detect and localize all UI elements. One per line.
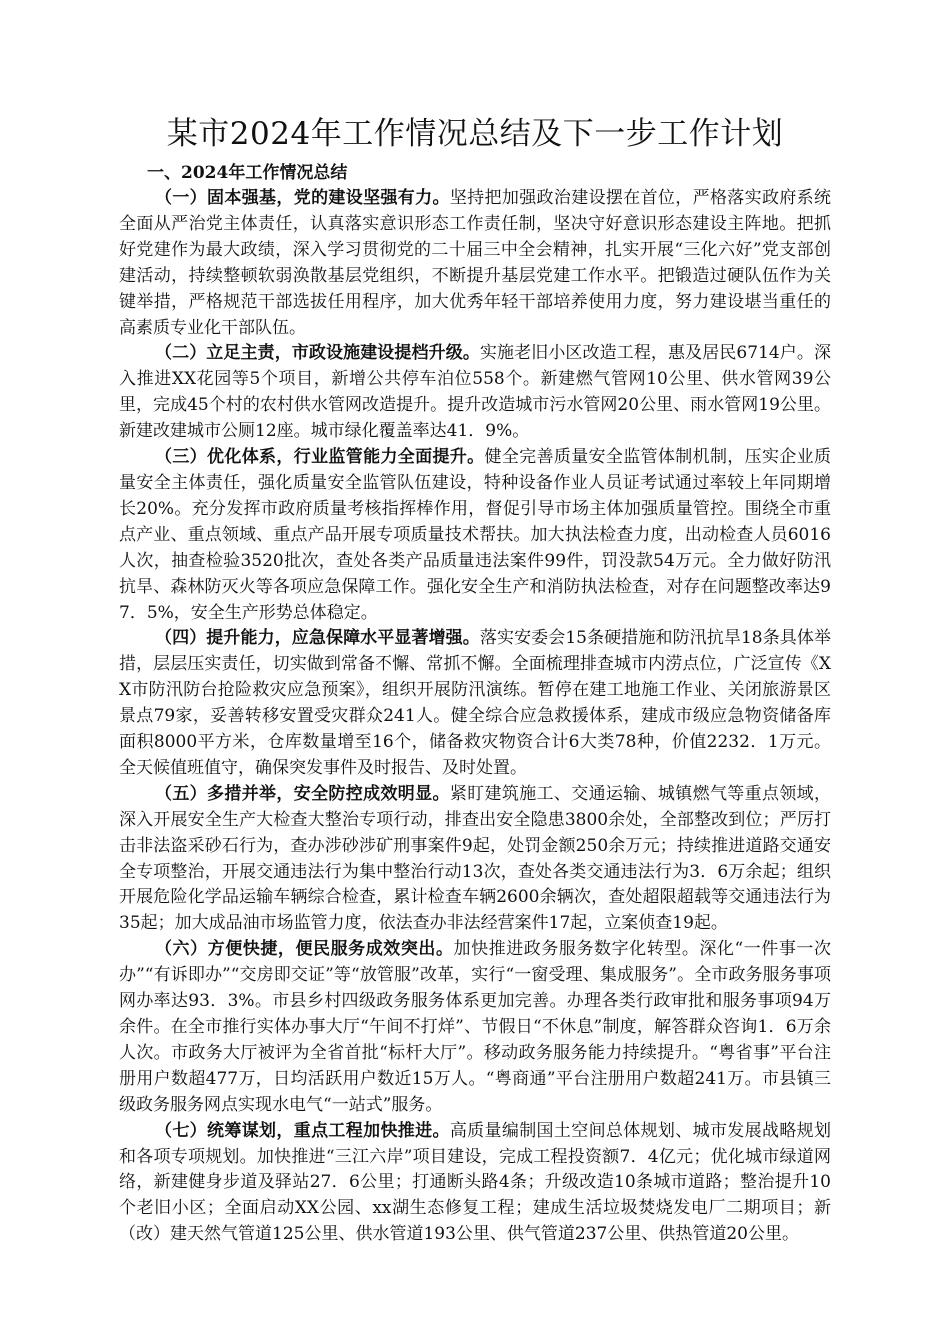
paragraph-lead: （五）多措并举，安全防控成效明显。: [155, 783, 450, 804]
paragraph-lead: （二）立足主责，市政设施建设提档升级。: [155, 343, 480, 364]
document-body: [119, 160, 831, 1248]
paragraph-lead: （三）优化体系，行业监管能力全面提升。: [155, 447, 485, 468]
paragraph-lead: （四）提升能力，应急保障水平显著增强。: [155, 628, 480, 649]
paragraph-municipal-facilities: [119, 341, 831, 445]
paragraph-key-projects: [119, 1119, 831, 1249]
document-title: 某市2024年工作情况总结及下一步工作计划: [166, 116, 784, 152]
paragraph-body: 紧盯建筑施工、交通运输、城镇燃气等重点领域，深入开展安全生产大检查大整治专项行动，排查出安全隐患3800余处，全部整改到位；严厉打击非法盗采砂石行为，查办涉砂涉矿刑事案件9起，处罚金额250余万元；持续推进道路交通安全专项整治，开展交通违法行为集中整治行动13次，查处各类交通违法行为3．6万余起；组织开展危险化学品运输车辆综合检查，累计检查车辆2600余辆次，查处超限超载等交通违法行为35起；加大成品油市场监管力度，依法查办非法经营案件17起，立案侦查19起。: [119, 783, 832, 934]
paragraph-body: 健全完善质量安全监管体制机制，压实企业质量安全主体责任，强化质量安全监管队伍建设，特种设备作业人员证考试通过率较上年同期增长20%。充分发挥市政府质量考核指挥棒作用，督促引导市场主体加强质量管控。围绕全市重点产业、重点领域、重点产品开展专项质量技术帮扶。加大执法检查力度，出动检查人员6016人次，抽查检验3520批次，查处各类产品质量违法案件99件，罚没款54万元。全力做好防汛抗旱、森林防灭火等各项应急保障工作。强化安全生产和消防执法检查，对存在问题整改率达97．5%，安全生产形势总体稳定。: [119, 447, 831, 623]
paragraph-public-services: [119, 937, 831, 1118]
paragraph-industry-supervision: [119, 445, 831, 626]
paragraph-lead: （七）统筹谋划，重点工程加快推进。: [155, 1120, 450, 1141]
paragraph-lead: （六）方便快捷，便民服务成效突出。: [155, 939, 454, 960]
paragraph-party-building: [119, 186, 831, 341]
paragraph-emergency-support: [119, 626, 831, 781]
paragraph-body: 坚持把加强政治建设摆在首位，严格落实政府系统全面从严治党主体责任，认真落实意识形态工作责任制，坚决守好意识形态建设主阵地。把抓好党建作为最大政绩，深入学习贯彻党的二十届三中全会精神，扎实开展“三化六好”党支部创建活动，持续整顿软弱涣散基层党组织，不断提升基层党建工作水平。把锻造过硬队伍作为关键举措，严格规范干部选拔任用程序，加大优秀年轻干部培养使用力度，努力建设堪当重任的高素质专业化干部队伍。: [119, 188, 832, 338]
paragraph-body: 加快推进政务服务数字化转型。深化“一件事一次办”“有诉即办”“交房即交证”等“放管服”改革，实行“一窗受理、集成服务”。全市政务服务事项网办率达93．3%。市县乡村四级政务服务体系更加完善。办理各类行政审批和服务事项94万余件。在全市推行实体办事大厅“午间不打烊”、节假日“不休息”制度，解答群众咨询1．6万余人次。市政务大厅被评为全省首批“标杆大厅”。移动政务服务能力持续提升。“粤省事”平台注册用户数超477万，日均活跃用户数近15万人。“粤商通”平台注册用户数超241万。市县镇三级政务服务网点实现水电气“一站式”服务。: [119, 939, 831, 1115]
paragraph-safety-control: [119, 782, 831, 937]
paragraph-body: 高质量编制国土空间总体规划、城市发展战略规划和各项专项规划。加快推进“三江六岸”项目建设，完成工程投资额7．4亿元；优化城市绿道网络，新建健身步道及驿站27．6公里；打通断头路4条；升级改造10条城市道路；整治提升10个老旧小区；全面启动XX公园、xx湖生态修复工程；建成生活垃圾焚烧发电厂二期项目；新（改）建天然气管道125公里、供水管道193公里、供气管道237公里、供热管道20公里。: [119, 1120, 832, 1245]
paragraph-lead: （一）固本强基，党的建设坚强有力。: [155, 188, 450, 208]
paragraph-body: 实施老旧小区改造工程，惠及居民6714户。深入推进XX花园等5个项目，新增公共停车泊位558个。新建燃气管网10公里、供水管网39公里，完成45个村的农村供水管网改造提升。提升改造城市污水管网20公里、雨水管网19公里。新建改建城市公厕12座。城市绿化覆盖率达41．9%。: [119, 343, 832, 442]
section-heading: 一、2024年工作情况总结: [147, 163, 348, 183]
paragraph-body: 落实安委会15条硬措施和防汛抗旱18条具体举措，层层压实责任，切实做到常备不懈、常抓不懈。全面梳理排查城市内涝点位，广泛宣传《XX市防汛防台抢险救灾应急预案》，组织开展防汛演练。暂停在建工地施工作业、关闭旅游景区景点79家，妥善转移安置受灾群众241人。健全综合应急救援体系，建成市级应急物资储备库面积8000平方米，仓库数量增至16个，储备救灾物资合计6大类78种，价值2232．1万元。全天候值班值守，确保突发事件及时报告、及时处置。: [119, 628, 832, 778]
